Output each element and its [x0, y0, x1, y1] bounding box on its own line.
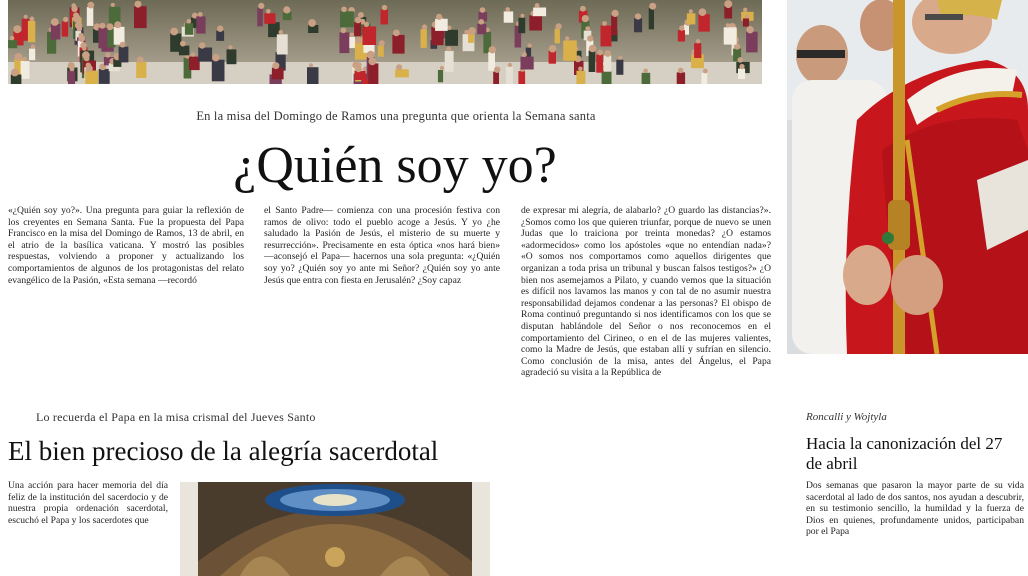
crowd-photo-icon [8, 0, 762, 84]
portrait-photo-icon [787, 0, 1028, 354]
sidebar-section-label: Roncalli y Wojtyla [806, 411, 887, 423]
basilica-dome-interior-photo [180, 482, 490, 576]
main-article-kicker: En la misa del Domingo de Ramos una pregunta que orienta la Semana santa [196, 109, 596, 123]
sidebar-article-column: Dos semanas que pasaron la mayor parte de su vida sacerdotal al lado de dos santos, nos ayudan a descubrir, en su testimonio sencillo, la humildad y la fuerza de Dios en quienes, profundamente unidos, participaban por el Papa [806, 480, 1024, 538]
main-article-column-2: el Santo Padre— comienza con una procesión festiva con ramos de olivo: todo el pueblo acoge a Jesús. Y yo ¿he saludado la Pasión de Jesús, el misterio de su muerte y resurrección». Precisamente en esta óptica «nos hará bien» —aconsejó el Papa— hacernos una sola pregunta: «¿Quién soy yo? ¿Quién soy yo ante mi Señor? ¿Quién soy yo ante Jesús que entra con fiesta en Jerusalén? ¿Soy capaz [264, 205, 500, 286]
sidebar-article-headline: Hacia la canonización del 27 de abril [806, 434, 1003, 473]
dome-photo-icon [180, 482, 490, 576]
palm-sunday-crowd-photo [8, 0, 762, 84]
main-article-column-1: «¿Quién soy yo?». Una pregunta para guiar la reflexión de los creyentes en Semana Santa. Fue la propuesta del Papa Francisco en la misa del Domingo de Ramos, 13 de abril, en el atrio de la basílica vaticana. Y mostró las posibles respuestas, volviendo a proponer y actualizando los comportamientos de algunos de los protagonistas del relato evangélico de la Pasión, «Esta semana —recordó [8, 205, 244, 286]
second-article-column: Una acción para hacer memoria del día feliz de la institución del sacerdocio y de nuestra propia ordenación sacerdotal, escuchó el Papa y los sacerdotes que [8, 480, 168, 526]
cardinal-in-red-vestments-photo [787, 0, 1028, 354]
main-article-column-3: de expresar mi alegría, de alabarlo? ¿O guardo las distancias?». ¿Somos como los que quieren triunfar, porque de nuevo se unen Judas que lo traiciona por treinta monedas? ¿O estamos «adormecidos» como los apóstoles «que no entendían nada»? «O somos nos comportamos como aquellos dirigentes que organizan a toda prisa un tribunal y buscan falsos testigos?» ¿O bien nos asemejamos a Pilato, y cuando vemos que la situación es difícil nos lavamos las manos y con tal de no asumir nuestra responsabilidad dejamos condenar a las personas? El obispo de Roma continuó preguntando si nos identificamos con los que se disputan hablándole del Señor o nos reconocemos en el comportamiento del Cirineo, o en el de las mujeres valientes, como la Madre de Jesús, que estaban allí y sufrían en silencio. Como conclusión de la misa, antes del Ángelus, el Papa agradeció su visita a la República de [521, 205, 771, 379]
second-article-kicker: Lo recuerda el Papa en la misa crismal del Jueves Santo [36, 410, 316, 424]
second-article-headline: El bien precioso de la alegría sacerdotal [8, 436, 439, 466]
main-article-headline: ¿Quién soy yo? [233, 137, 557, 194]
